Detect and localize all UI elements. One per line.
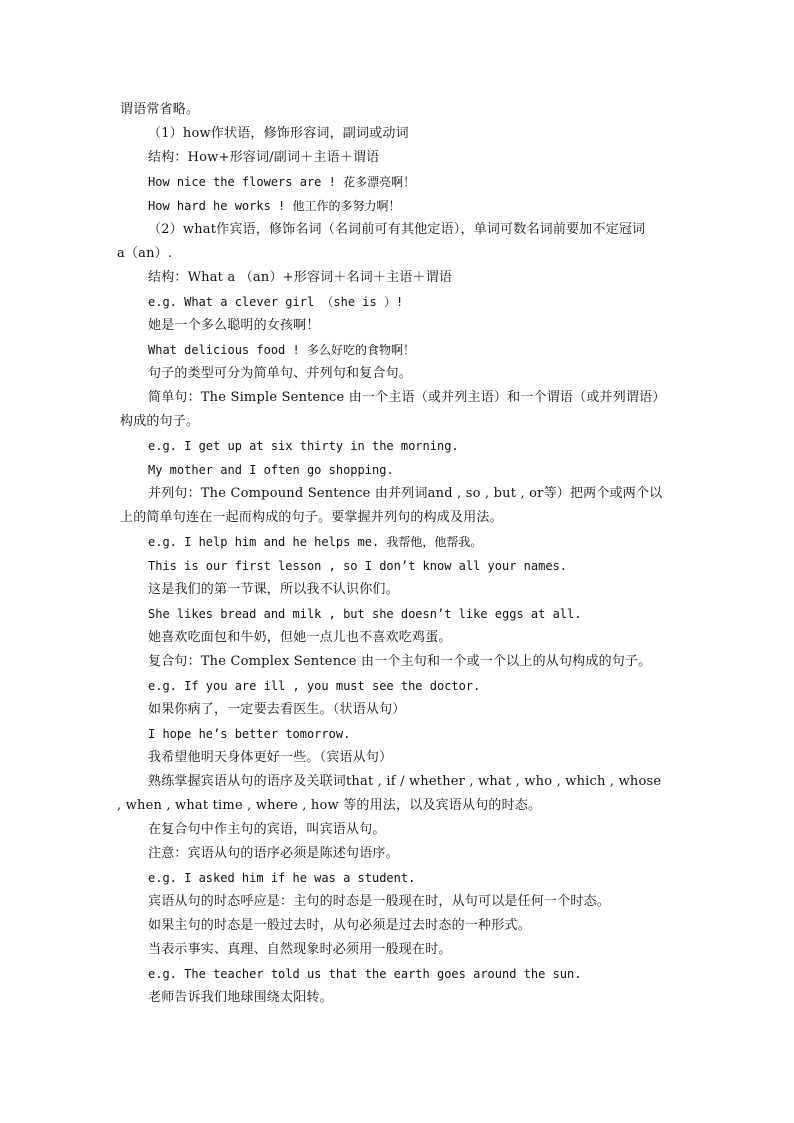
text-line-20: This is our first lesson , so I don’t know all your names. [148, 559, 568, 573]
text-line-16: My mother and I often go shopping. [148, 463, 394, 477]
text-line-13: 简单句：The Simple Sentence 由一个主语（或并列主语）和一个谓语（或并列谓语） [148, 390, 666, 405]
text-line-7: a（an）. [117, 246, 173, 261]
text-line-9: e.g. What a clever girl （she is ）! [148, 295, 404, 309]
text-line-33: e.g. I asked him if he was a student. [148, 871, 416, 885]
text-line-4: How nice the flowers are ! 花多漂亮啊！ [148, 175, 416, 189]
text-line-26: 如果你病了，一定要去看医生。（状语从句） [148, 702, 406, 717]
text-line-5: How hard he works ! 他工作的多努力啊！ [148, 199, 401, 213]
text-line-22: She likes bread and milk , but she doesn’t like eggs at all. [148, 607, 582, 621]
text-line-18: 上的简单句连在一起而构成的句子。要掌握并列句的构成及用法。 [120, 510, 503, 525]
text-line-11: What delicious food ! 多么好吃的食物啊！ [148, 343, 415, 357]
text-line-27: I hope he’s better tomorrow. [148, 727, 351, 741]
text-line-6: （2）what作宾语，修饰名词（名词前可有其他定语），单词可数名词前要加不定冠词 [148, 222, 646, 237]
text-line-2: （1）how作状语，修饰形容词，副词或动词 [148, 126, 409, 141]
text-line-29: 熟练掌握宾语从句的语序及关联词that , if / whether , what , who , which , whose [148, 774, 662, 789]
text-line-3: 结构：How+形容词/副词＋主语＋谓语 [148, 150, 380, 165]
text-line-10: 她是一个多么聪明的女孩啊！ [148, 318, 320, 333]
text-line-1: 谓语常省略。 [120, 102, 200, 117]
text-line-23: 她喜欢吃面包和牛奶，但她一点儿也不喜欢吃鸡蛋。 [148, 630, 452, 645]
text-line-21: 这是我们的第一节课，所以我不认识你们。 [148, 582, 399, 597]
text-line-37: e.g. The teacher told us that the earth goes around the sun. [148, 967, 582, 981]
text-line-28: 我希望他明天身体更好一些。（宾语从句） [148, 750, 393, 765]
text-line-25: e.g. If you are ill , you must see the doctor. [148, 679, 481, 693]
text-line-38: 老师告诉我们地球围绕太阳转。 [148, 990, 333, 1005]
text-line-34: 宾语从句的时态呼应是：主句的时态是一般现在时，从句可以是任何一个时态。 [148, 894, 611, 909]
text-line-17: 并列句：The Compound Sentence 由并列词and , so , but , or等）把两个或两个以 [148, 486, 663, 501]
text-line-32: 注意：宾语从句的语序必须是陈述句语序。 [148, 846, 399, 861]
text-line-31: 在复合句中作主句的宾语，叫宾语从句。 [148, 822, 386, 837]
text-line-15: e.g. I get up at six thirty in the morning. [148, 439, 459, 453]
text-line-30: , when , what time , where , how 等的用法，以及宾语从句的时态。 [117, 798, 542, 813]
text-line-8: 结构：What a （an）+形容词＋名词＋主语＋谓语 [148, 270, 453, 285]
text-line-36: 当表示事实、真理、自然现象时必须用一般现在时。 [148, 942, 452, 957]
text-line-12: 句子的类型可分为简单句、并列句和复合句。 [148, 366, 413, 381]
text-line-19: e.g. I help him and he helps me. 我帮他，他帮我。 [148, 535, 483, 549]
text-line-24: 复合句：The Complex Sentence 由一个主句和一个或一个以上的从句构成的句子。 [148, 654, 652, 669]
text-line-14: 构成的句子。 [120, 414, 200, 429]
text-line-35: 如果主句的时态是一般过去时，从句必须是过去时态的一种形式。 [148, 918, 531, 933]
